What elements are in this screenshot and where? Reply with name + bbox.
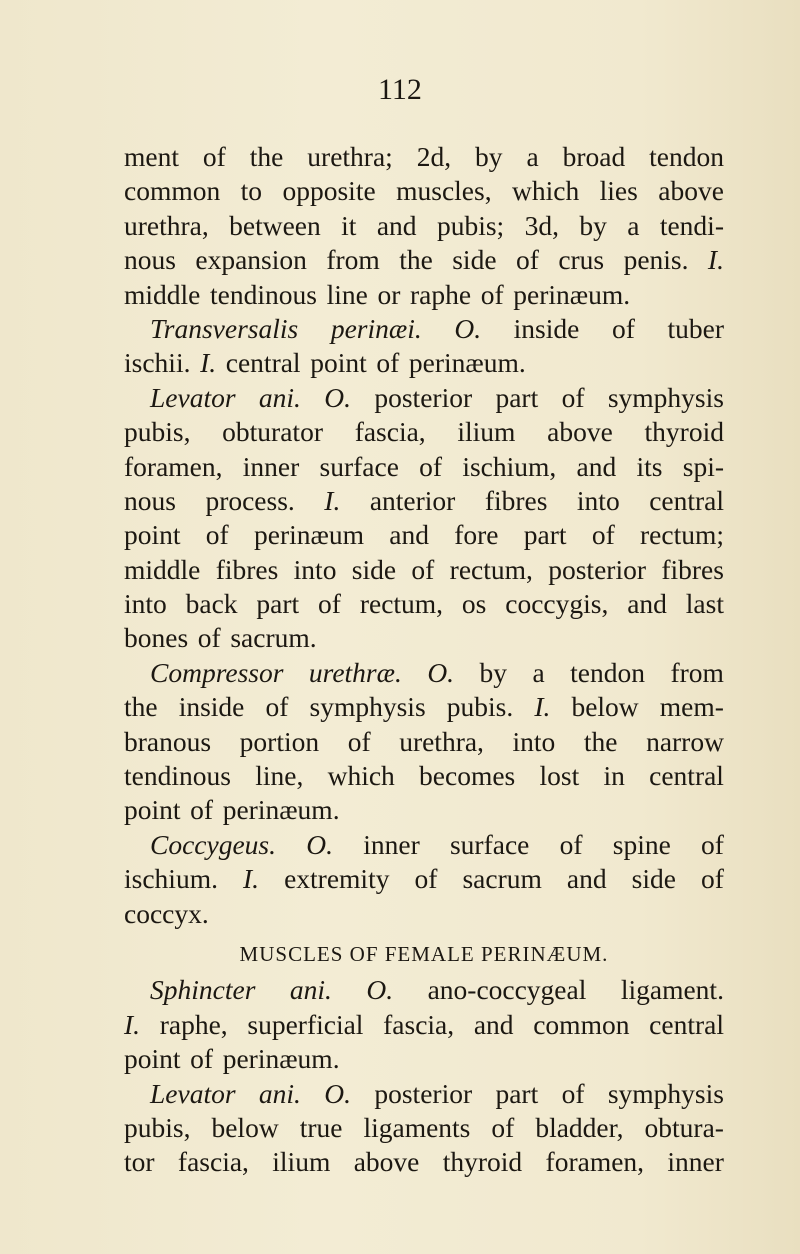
text-line: nous expansion from the side of crus penis. I. bbox=[124, 244, 724, 276]
text-line: into back part of rectum, os coccygis, and last bbox=[124, 588, 724, 620]
text-line: point of perinæum. bbox=[124, 1043, 340, 1075]
section-heading: MUSCLES OF FEMALE PERINÆUM. bbox=[239, 941, 609, 966]
text-line: middle tendinous line or raphe of perinæum. bbox=[124, 278, 631, 310]
text-line: Transversalis perinæi. O. inside of tuber bbox=[150, 312, 724, 344]
page-number: 112 bbox=[378, 73, 422, 106]
text-line: point of perinæum and fore part of rectum; bbox=[124, 519, 724, 551]
text-line: pubis, obturator fascia, ilium above thyroid bbox=[124, 416, 724, 448]
text-after-heading bbox=[124, 973, 724, 1179]
text-line: middle fibres into side of rectum, posterior fibres bbox=[124, 553, 724, 585]
text-line: Levator ani. O. posterior part of symphysis bbox=[150, 1077, 724, 1109]
text-line: ment of the urethra; 2d, by a broad tendon bbox=[124, 141, 724, 172]
text-line: Sphincter ani. O. ano-coccygeal ligament. bbox=[150, 974, 724, 1006]
text-line: Compressor urethræ. O. by a tendon from bbox=[150, 656, 724, 688]
text-line: point of perinæum. bbox=[124, 794, 340, 826]
body-text bbox=[124, 140, 724, 1180]
text-before-heading bbox=[124, 140, 724, 931]
text-line: tendinous line, which becomes lost in central bbox=[124, 760, 724, 792]
text-line: ischii. I. central point of perinæum. bbox=[124, 347, 526, 379]
text-line: foramen, inner surface of ischium, and its spi- bbox=[124, 450, 724, 482]
text-line: bones of sacrum. bbox=[124, 622, 317, 654]
text-line: branous portion of urethra, into the narrow bbox=[124, 725, 724, 757]
text-line: Levator ani. O. posterior part of symphysis bbox=[150, 381, 724, 413]
text-line: tor fascia, ilium above thyroid foramen, inner bbox=[124, 1146, 724, 1178]
text-line: urethra, between it and pubis; 3d, by a tendi- bbox=[124, 209, 724, 241]
text-line: common to opposite muscles, which lies above bbox=[124, 175, 724, 207]
text-line: ischium. I. extremity of sacrum and side of bbox=[124, 863, 724, 895]
text-line: pubis, below true ligaments of bladder, obtura- bbox=[124, 1111, 724, 1143]
text-line: coccyx. bbox=[124, 897, 209, 929]
text-line: I. raphe, superficial fascia, and common central bbox=[124, 1008, 724, 1040]
text-line: the inside of symphysis pubis. I. below mem- bbox=[124, 691, 724, 723]
text-line: Coccygeus. O. inner surface of spine of bbox=[150, 828, 724, 860]
text-line: nous process. I. anterior fibres into central bbox=[124, 484, 724, 516]
